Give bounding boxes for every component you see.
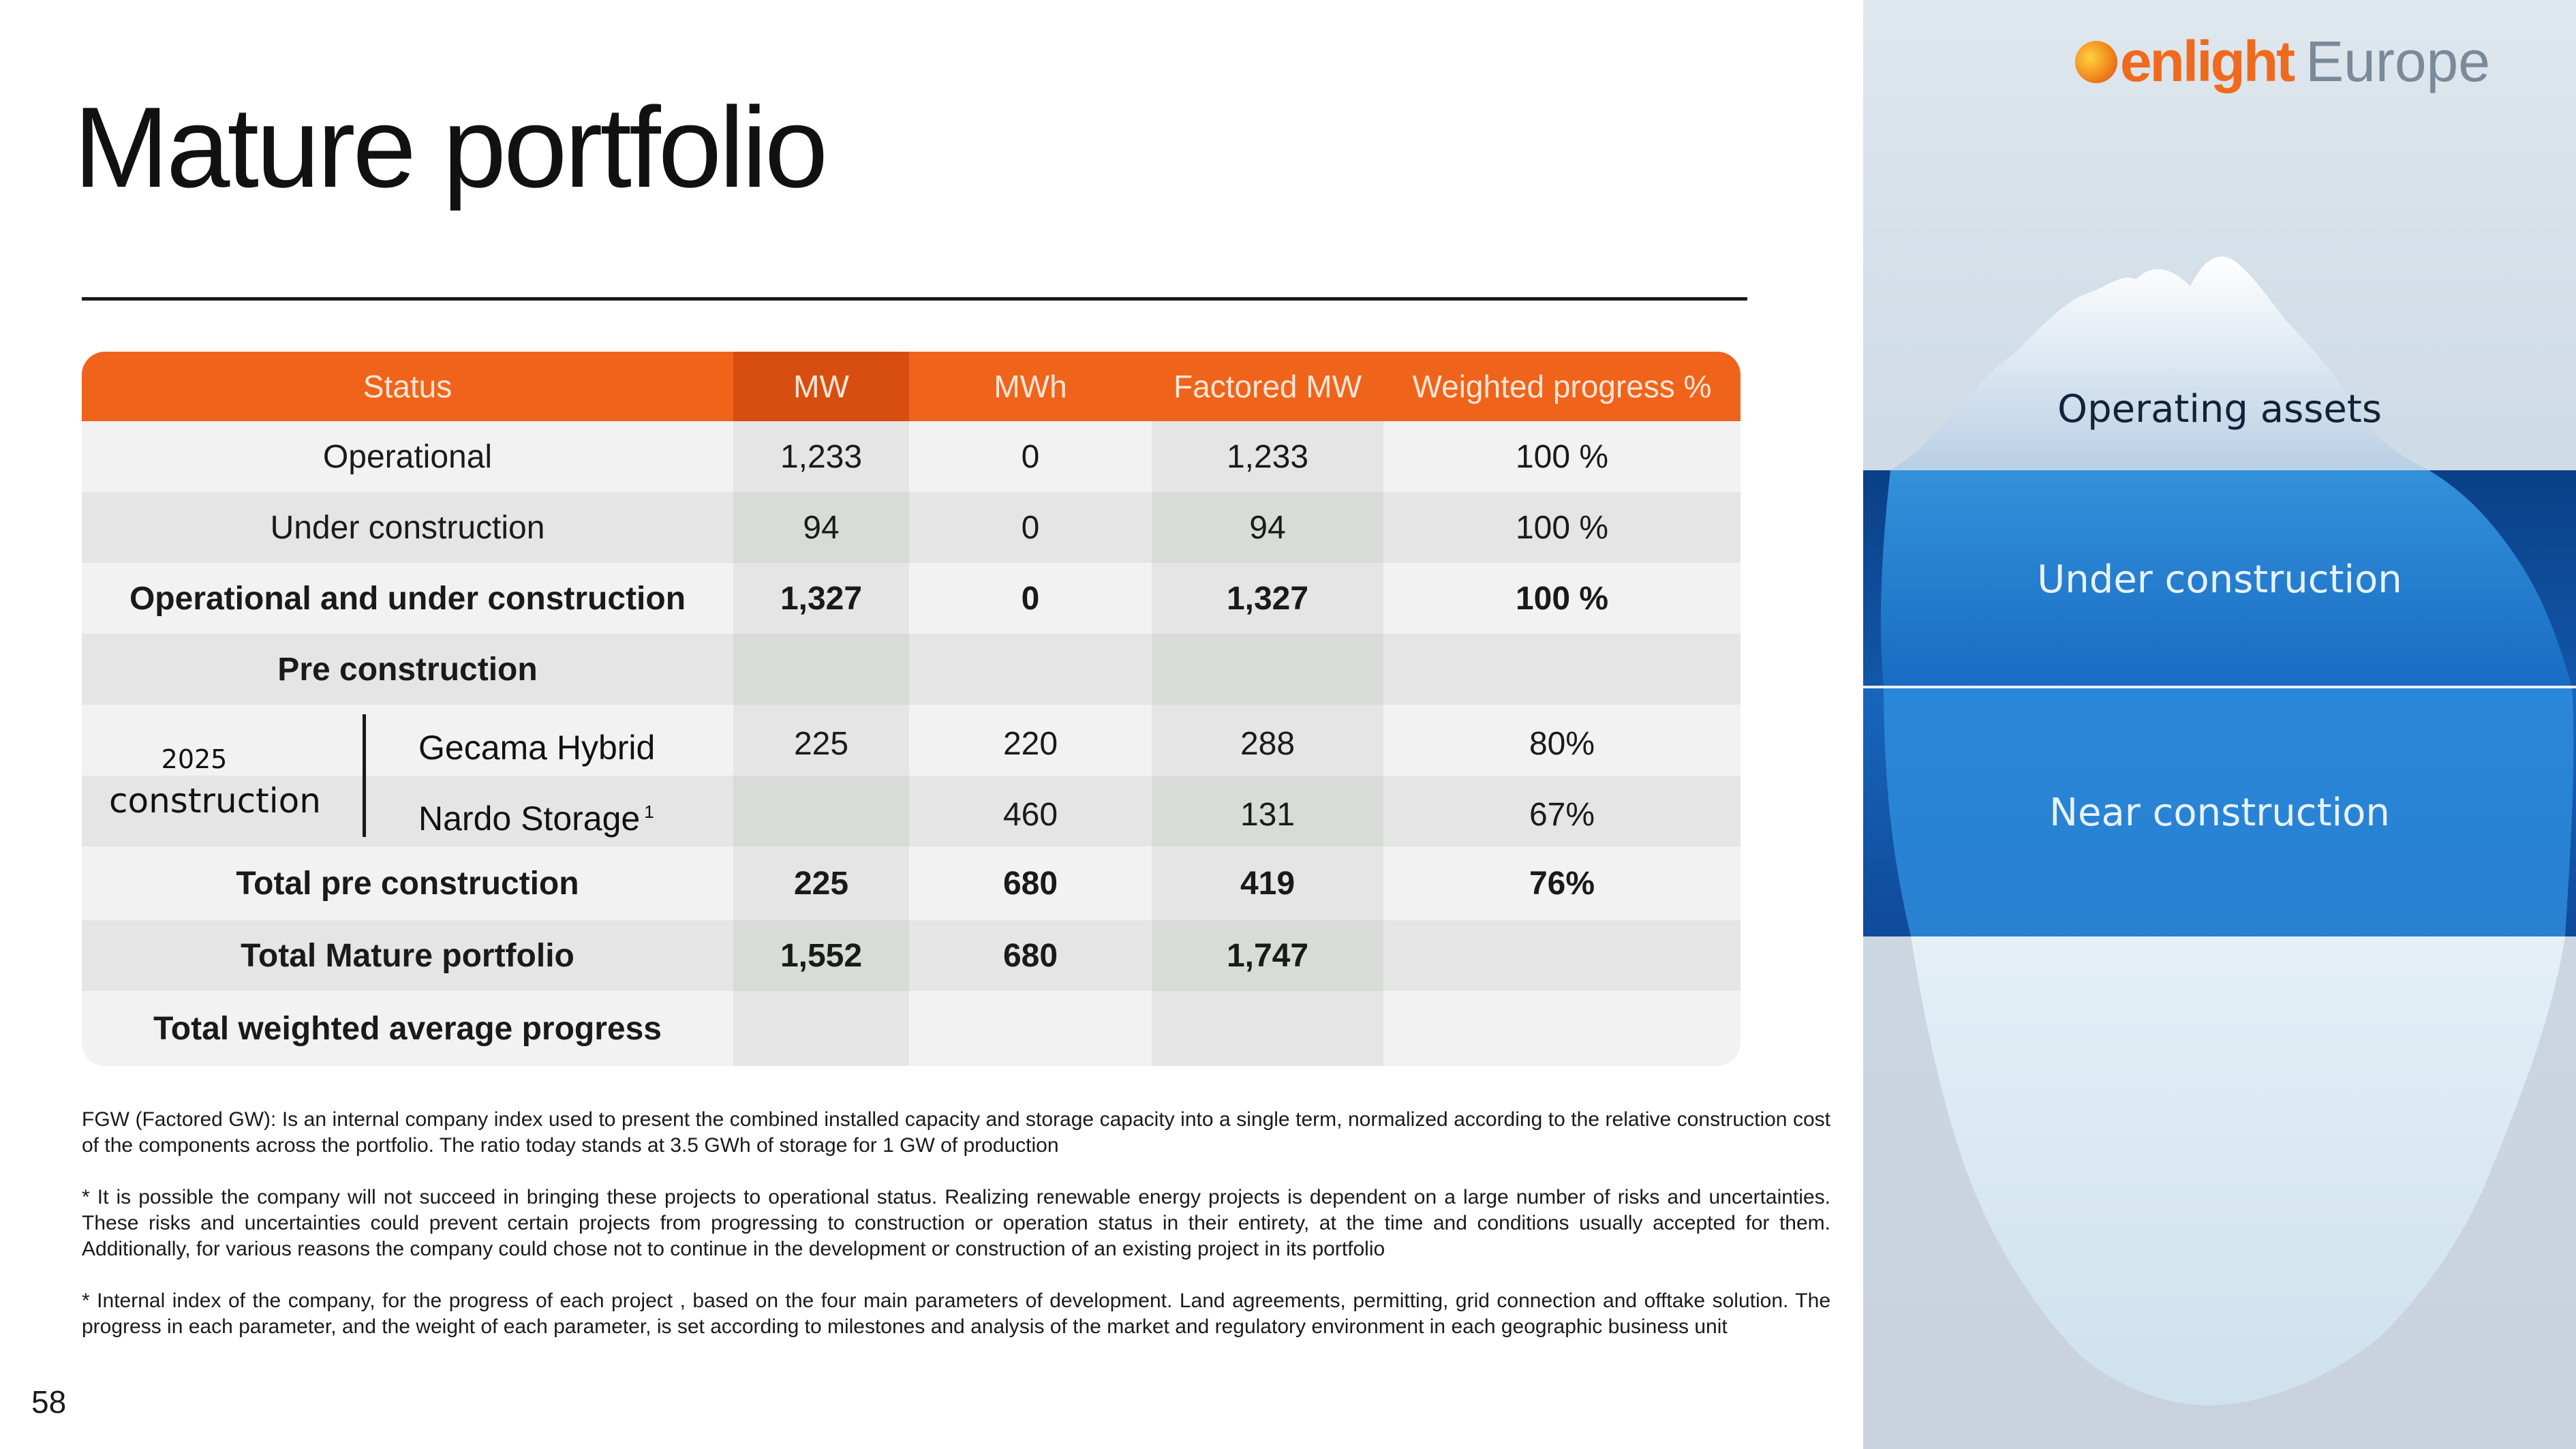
cell-factored-mw: 1,327 [1152, 563, 1383, 634]
iceberg-panel [1863, 0, 2576, 1449]
cell-status: Under construction [82, 492, 733, 563]
cell-mwh: 680 [909, 920, 1152, 991]
header-status: Status [82, 352, 733, 421]
brand-logo [2075, 29, 2490, 95]
header-mwh: MWh [909, 352, 1152, 421]
cell-mw: 1,327 [733, 563, 909, 634]
cell-mwh: 220 [909, 705, 1152, 776]
project-name-nardo-text: Nardo Storage [418, 799, 641, 838]
table-header-row [82, 352, 1741, 421]
cell-status: Pre construction [82, 634, 733, 705]
group-divider [363, 714, 366, 837]
cell-mw: 1,552 [733, 920, 909, 991]
table-row [82, 991, 1741, 1066]
group-label: construction [109, 781, 321, 821]
table-row [82, 421, 1741, 492]
cell-mwh: 0 [909, 563, 1152, 634]
cell-factored-mw: 1,747 [1152, 920, 1383, 991]
logo-icon [2075, 41, 2117, 83]
iceberg-illustration [1863, 0, 2576, 1449]
table-row [82, 920, 1741, 991]
cell-factored-mw: 94 [1152, 492, 1383, 563]
page-number: 58 [31, 1384, 67, 1420]
footnote-risk: * It is possible the company will not succeed in bringing these projects to operational status. Realizing renewable energy projects is dependent on a large number of risks and uncertainties. These risks and uncertainties could prevent certain projects from progressing to construction or operation status in their entirety, at the time and conditions usually accepted for them. Additionally, for various reasons the company could chose not to continue in the development or construction of an existing project in its portfolio [82, 1186, 1830, 1260]
table-row [82, 634, 1741, 705]
cell-weighted-progress: 67% [1383, 776, 1741, 846]
cell-weighted-progress: 80% [1383, 705, 1741, 776]
cell-mwh: 0 [909, 492, 1152, 563]
header-weighted-progress: Weighted progress % [1383, 352, 1741, 421]
project-name-nardo [418, 799, 654, 838]
cell-weighted-progress [1383, 991, 1741, 1066]
cell-mw [733, 991, 909, 1066]
cell-mw [733, 776, 909, 846]
footnote-marker: 1 [644, 802, 654, 823]
cell-status: Total pre construction [82, 846, 733, 920]
cell-mw: 1,233 [733, 421, 909, 492]
page-title: Mature portfolio [74, 83, 826, 211]
table-row [82, 563, 1741, 634]
cell-mwh: 0 [909, 421, 1152, 492]
header-mw: MW [733, 352, 909, 421]
project-name-gecama: Gecama Hybrid [418, 729, 656, 767]
header-factored-mw: Factored MW [1152, 352, 1383, 421]
cell-factored-mw [1152, 991, 1383, 1066]
cell-weighted-progress: 100 % [1383, 421, 1741, 492]
table-row [82, 846, 1741, 920]
label-under-construction: Under construction [2037, 558, 2402, 602]
cell-factored-mw: 288 [1152, 705, 1383, 776]
cell-mwh [909, 991, 1152, 1066]
cell-weighted-progress: 76% [1383, 846, 1741, 920]
cell-mwh [909, 634, 1152, 705]
cell-mwh: 460 [909, 776, 1152, 846]
footnotes [82, 1107, 1830, 1366]
cell-weighted-progress [1383, 920, 1741, 991]
label-operating-assets: Operating assets [2057, 387, 2382, 431]
cell-weighted-progress: 100 % [1383, 492, 1741, 563]
cell-weighted-progress [1383, 634, 1741, 705]
cell-factored-mw: 419 [1152, 846, 1383, 920]
table-row [82, 492, 1741, 563]
footnote-fgw: FGW (Factored GW): Is an internal company index used to present the combined installed capacity and storage capacity into a single term, normalized according to the relative construction cost of the components across the portfolio. The ratio today stands at 3.5 GWh of storage for 1 GW of production [82, 1108, 1830, 1157]
cell-mw: 225 [733, 705, 909, 776]
title-divider [82, 297, 1747, 301]
group-label-overlay [82, 705, 733, 846]
cell-status: Operational and under construction [82, 563, 733, 634]
cell-weighted-progress: 100 % [1383, 563, 1741, 634]
cell-status: Operational [82, 421, 733, 492]
cell-status: Total weighted average progress [82, 991, 733, 1066]
cell-mwh: 680 [909, 846, 1152, 920]
logo-primary: enlight [2119, 29, 2294, 93]
cell-factored-mw: 131 [1152, 776, 1383, 846]
cell-mw [733, 634, 909, 705]
portfolio-table [82, 352, 1741, 1066]
cell-factored-mw [1152, 634, 1383, 705]
logo-secondary: Europe [2305, 29, 2490, 93]
label-near-construction: Near construction [2049, 791, 2390, 835]
footnote-index: * Internal index of the company, for the progress of each project , based on the four main parameters of development. Land agreements, permitting, grid connection and offtake solution. The progress in each parameter, and the weight of each parameter, is set according to milestones and analysis of the market and regulatory environment in each geographic business unit [82, 1290, 1830, 1338]
divider-line [1863, 686, 2576, 688]
cell-mw: 225 [733, 846, 909, 920]
iceberg-deep [1911, 936, 2565, 1405]
cell-mw: 94 [733, 492, 909, 563]
cell-factored-mw: 1,233 [1152, 421, 1383, 492]
iceberg-tip [1890, 256, 2429, 470]
group-year: 2025 [161, 744, 228, 774]
cell-status: Total Mature portfolio [82, 920, 733, 991]
